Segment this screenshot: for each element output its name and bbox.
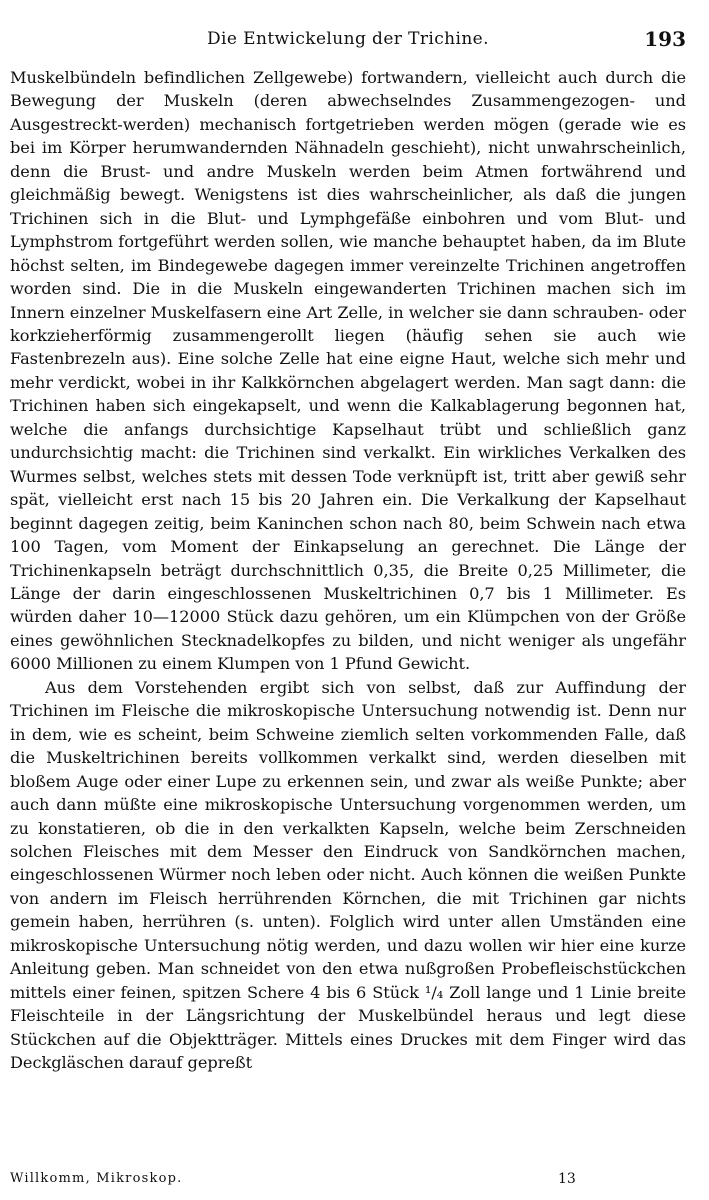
book-page xyxy=(10,0,686,1200)
printer-signature: Willkomm, Mikroskop. xyxy=(10,1171,183,1186)
page-number: 193 xyxy=(644,27,686,51)
running-title: Die Entwickelung der Trichine. xyxy=(207,29,489,49)
page-body xyxy=(10,66,686,1074)
page-header xyxy=(10,22,686,56)
sheet-number: 13 xyxy=(558,1171,576,1187)
paragraph-continuation: Muskelbündeln befindlichen Zellgewebe) fortwandern, vielleicht auch durch die Bewegung der Muskeln (deren abwechselndes Zusammengezogen- und Ausgestreckt-werden) mechanisch fortgetrieben werden mögen (gerade wie es bei im Körper herumwandernden Nähnadeln geschieht), nicht unwahrscheinlich, denn die Brust- und andre Muskeln werden beim Atmen fortwährend und gleichmäßig bewegt. Wenigstens ist dies wahrscheinlicher, als daß die jungen Trichinen sich in die Blut- und Lymphgefäße einbohren und vom Blut- und Lymphstrom fortgeführt werden sollen, wie manche behauptet haben, da im Blute höchst selten, im Bindegewebe dagegen immer vereinzelte Trichinen angetroffen worden sind. Die in die Muskeln eingewanderten Trichinen machen sich im Innern einzelner Muskelfasern eine Art Zelle, in welcher sie dann schrauben- oder korkzieherförmig zusammengerollt liegen (häufig sehen sie auch wie Fastenbrezeln aus). Eine solche Zelle hat eine eigne Haut, welche sich mehr und mehr verdickt, wobei in ihr Kalkkörnchen abgelagert werden. Man sagt dann: die Trichinen haben sich eingekapselt, und wenn die Kalkablagerung begonnen hat, welche die anfangs durchsichtige Kapselhaut trübt und schließlich ganz undurchsichtig macht: die Trichinen sind verkalkt. Ein wirkliches Verkalken des Wurmes selbst, welches stets mit dessen Tode verknüpft ist, tritt aber gewiß sehr spät, vielleicht erst nach 15 bis 20 Jahren ein. Die Verkalkung der Kapselhaut beginnt dagegen zeitig, beim Kaninchen schon nach 80, beim Schwein nach etwa 100 Tagen, vom Moment der Einkapselung an gerechnet. Die Länge der Trichinenkapseln beträgt durchschnittlich 0,35, die Breite 0,25 Millimeter, die Länge der darin eingeschlossenen Muskeltrichinen 0,7 bis 1 Millimeter. Es würden daher 10—12000 Stück dazu gehören, um ein Klümpchen von der Größe eines gewöhnlichen Stecknadelkopfes zu bilden, und nicht weniger als ungefähr 6000 Millionen zu einem Klumpen von 1 Pfund Gewicht. xyxy=(10,68,686,674)
paragraph-examination: Aus dem Vorstehenden ergibt sich von selbst, daß zur Auffindung der Trichinen im Fleische die mikroskopische Untersuchung notwendig ist. Denn nur in dem, wie es scheint, beim Schweine ziemlich selten vorkommenden Falle, daß die Muskeltrichinen bereits vollkommen verkalkt sind, werden dieselben mit bloßem Auge oder einer Lupe zu erkennen sein, und zwar als weiße Punkte; aber auch dann müßte eine mikroskopische Untersuchung vorgenommen werden, um zu konstatieren, ob die in den verkalkten Kapseln, welche beim Zerschneiden solchen Fleisches mit dem Messer den Eindruck von Sandkörnchen machen, eingeschlossenen Würmer noch leben oder nicht. Auch können die weißen Punkte von andern im Fleisch herrührenden Körnchen, die mit Trichinen gar nichts gemein haben, herrühren (s. unten). Folglich wird unter allen Umständen eine mikroskopische Untersuchung nötig werden, und dazu wollen wir hier eine kurze Anleitung geben. Man schneidet von den etwa nußgroßen Probefleischstückchen mittels einer feinen, spitzen Schere 4 bis 6 Stück ¹/₄ Zoll lange und 1 Linie breite Fleischteile in der Längsrichtung der Muskelbündel heraus und legt diese Stückchen auf die Objektträger. Mittels eines Druckes mit dem Finger wird das Deckgläschen darauf gepreßt xyxy=(10,677,686,1073)
page-footer xyxy=(10,1166,686,1192)
